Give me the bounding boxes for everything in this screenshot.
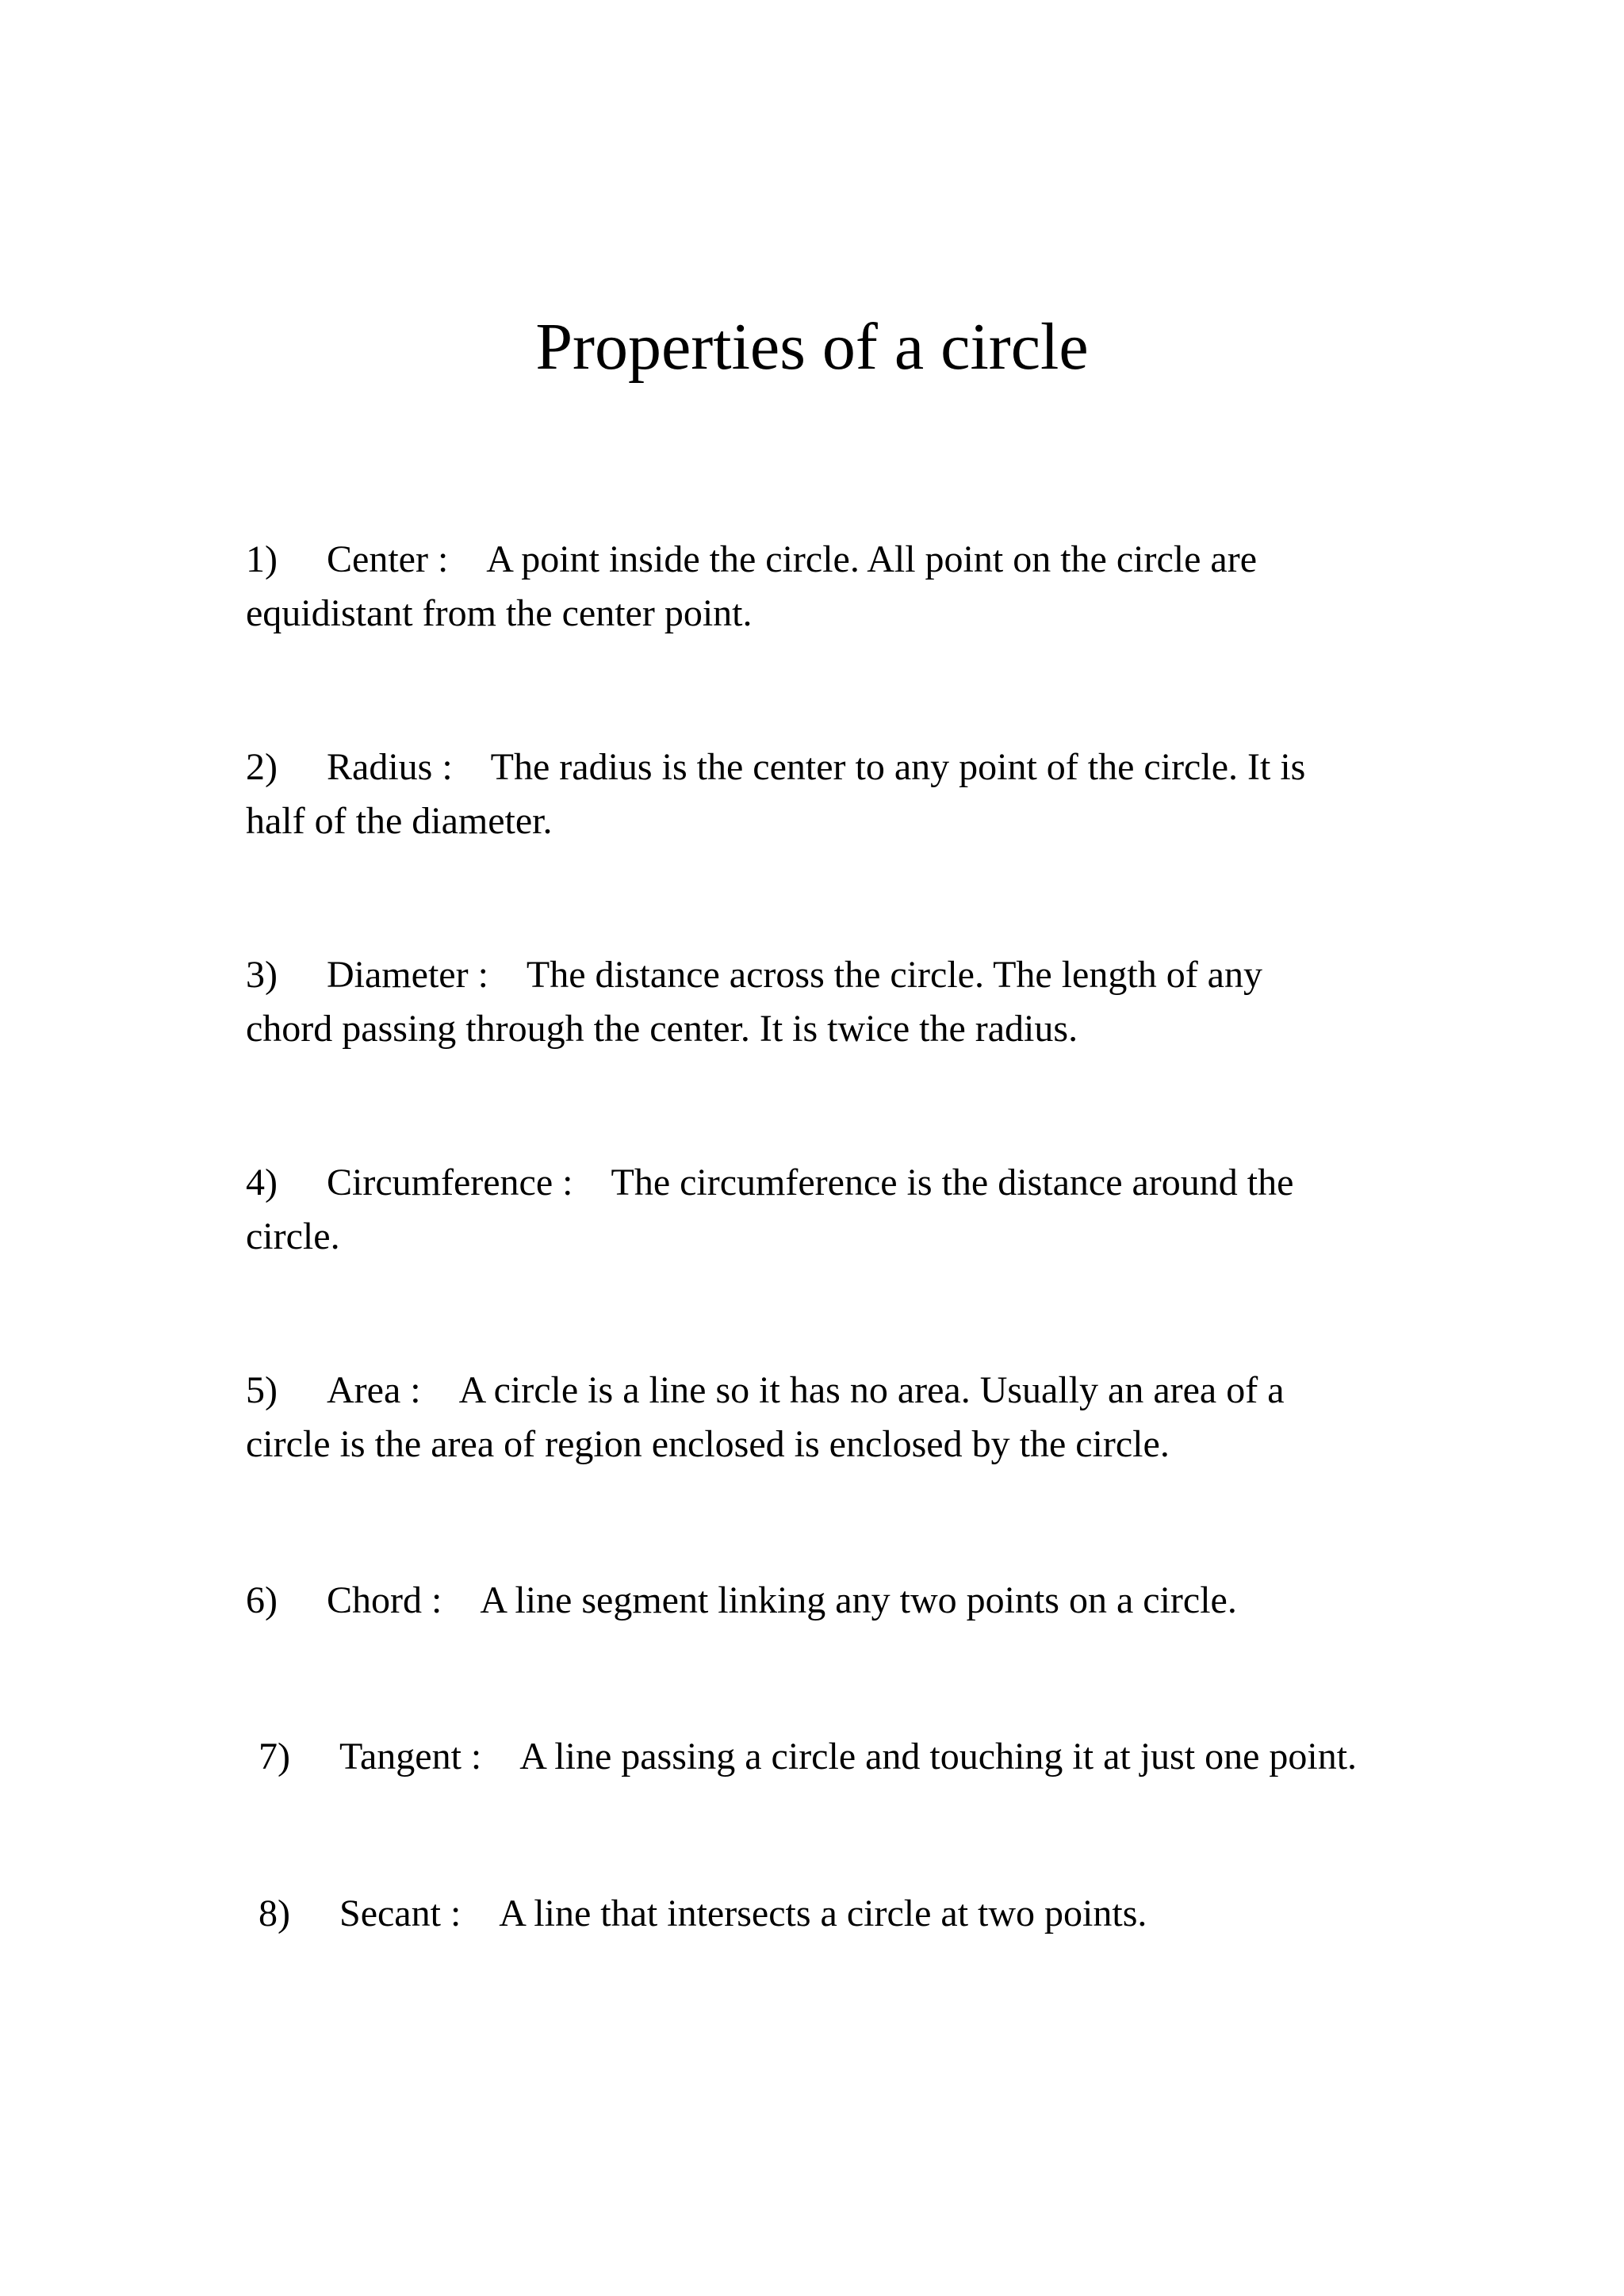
- property-line-2: chord passing through the center. It is twice the radius.: [246, 1008, 1078, 1050]
- item-term: Chord :: [327, 1579, 442, 1621]
- item-number: 6): [246, 1579, 278, 1621]
- property-line-1: [246, 533, 1435, 587]
- property-item-center: [246, 533, 1435, 641]
- item-term: Area :: [327, 1369, 421, 1411]
- item-description: A line that intersects a circle at two points.: [499, 1892, 1147, 1934]
- item-term: Circumference :: [327, 1161, 573, 1203]
- property-item-diameter: [246, 948, 1435, 1056]
- item-term: Diameter :: [327, 954, 488, 996]
- property-line-2: circle.: [246, 1215, 340, 1257]
- property-line-2: equidistant from the center point.: [246, 592, 753, 634]
- property-item-secant: [259, 1887, 1448, 1941]
- property-item-area: [246, 1364, 1435, 1471]
- property-line-1: [246, 1574, 1435, 1628]
- item-description: A line segment linking any two points on a circle.: [480, 1579, 1237, 1621]
- property-line-1: [246, 948, 1435, 1002]
- property-line-1: [246, 1156, 1435, 1210]
- item-description: A circle is a line so it has no area. Usually an area of a: [458, 1369, 1285, 1411]
- item-term: Secant :: [339, 1892, 462, 1934]
- item-number: 5): [246, 1369, 278, 1411]
- item-number: 7): [259, 1735, 290, 1777]
- item-number: 2): [246, 746, 278, 788]
- property-item-chord: [246, 1574, 1435, 1628]
- property-line-1: [246, 1364, 1435, 1418]
- item-number: 1): [246, 538, 278, 580]
- item-description: The circumference is the distance around the: [611, 1161, 1294, 1203]
- item-description: A line passing a circle and touching it at just one point.: [519, 1735, 1358, 1777]
- item-description: A point inside the circle. All point on the circle are: [486, 538, 1257, 580]
- item-description: The radius is the center to any point of the circle. It is: [490, 746, 1306, 788]
- item-number: 8): [259, 1892, 290, 1934]
- property-item-radius: [246, 740, 1435, 848]
- item-number: 3): [246, 954, 278, 996]
- item-term: Radius :: [327, 746, 453, 788]
- item-term: Center :: [327, 538, 449, 580]
- property-line-1: [246, 740, 1435, 794]
- property-line-1: [259, 1730, 1448, 1784]
- property-item-tangent: [259, 1730, 1448, 1784]
- property-line-1: [259, 1887, 1448, 1941]
- page-title: Properties of a circle: [535, 310, 1089, 384]
- property-line-2: circle is the area of region enclosed is enclosed by the circle.: [246, 1423, 1170, 1465]
- item-term: Tangent :: [339, 1735, 482, 1777]
- item-description: The distance across the circle. The length of any: [526, 954, 1262, 996]
- property-line-2: half of the diameter.: [246, 800, 553, 842]
- item-number: 4): [246, 1161, 278, 1203]
- property-item-circumference: [246, 1156, 1435, 1264]
